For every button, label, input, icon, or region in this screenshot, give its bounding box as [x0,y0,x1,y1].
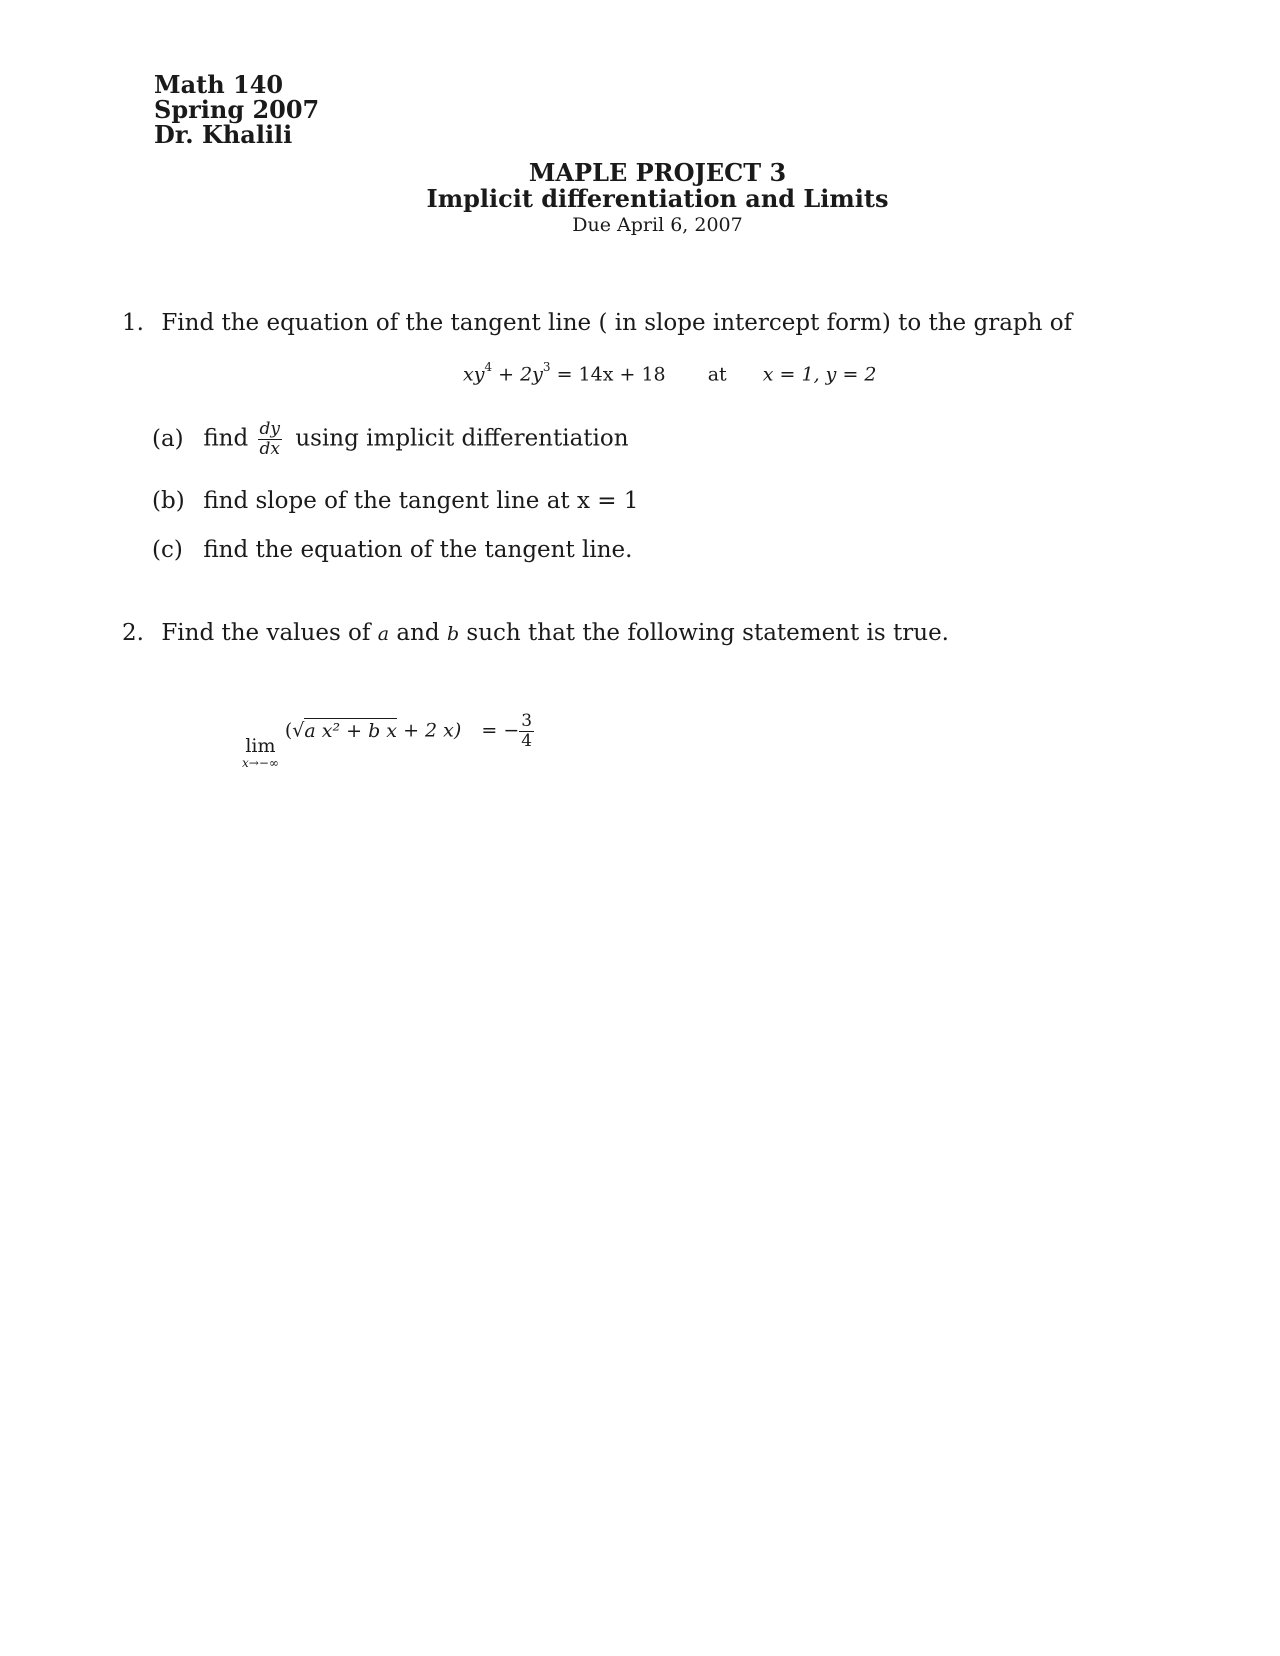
limit-open-paren: ( [284,719,293,742]
limit-rest: + 2 x) [397,719,462,742]
part-a-label: (a) [152,425,184,452]
equation-point: x = 1, y = 2 [762,363,877,386]
problem-1-equation [463,362,877,385]
part-a-pre: find [203,425,249,452]
project-subtitle: Implicit differentiation and Limits [426,184,889,213]
equation-term-2y: + 2y [492,363,543,386]
problem-2-and: and [396,620,440,646]
problem-2-post: such that the following statement is true. [466,620,949,646]
part-c-label: (c) [152,537,183,563]
problem-2 [122,620,949,646]
course-header [154,72,319,147]
problem-1 [122,310,1072,336]
problem-2-pre: Find the values of [161,620,371,646]
sqrt-icon: √ [292,719,305,742]
limit-result-numerator: 3 [521,711,533,731]
due-date: Due April 6, 2007 [572,214,743,236]
course-term: Spring 2007 [154,95,320,124]
limit-subscript: x→−∞ [242,755,279,770]
problem-1-part-b [152,488,638,514]
course-name: Math 140 [154,70,284,99]
fraction-denominator: dx [259,439,280,459]
equation-exponent-4: 4 [484,360,493,374]
dy-dx-fraction [258,420,283,459]
problem-2-number: 2. [122,620,144,646]
part-c-text: find the equation of the tangent line. [203,537,633,563]
equation-rhs: = 14x + 18 [550,363,666,386]
course-instructor: Dr. Khalili [154,120,293,149]
limit-result-fraction [519,712,534,751]
limit-radicand: a x² + b x [304,719,398,742]
limit-expression [242,712,540,770]
problem-1-part-a [152,420,629,459]
equation-exponent-3: 3 [542,360,551,374]
title-block [0,160,1280,238]
limit-operator [242,736,279,770]
problem-1-number: 1. [122,310,144,336]
variable-a: a [377,623,390,645]
project-title: MAPLE PROJECT 3 [528,158,787,187]
limit-negative: − [503,719,520,742]
limit-equals: = [481,719,498,742]
fraction-numerator: dy [259,419,281,439]
part-b-text: find slope of the tangent line at x = 1 [203,488,639,514]
limit-result-denominator: 4 [521,731,533,751]
limit-lim: lim [245,734,276,757]
variable-b: b [446,623,460,645]
part-b-label: (b) [152,488,185,514]
equation-at: at [707,363,727,386]
problem-1-text: Find the equation of the tangent line ( in slope intercept form) to the graph of [161,310,1073,336]
part-a-post: using implicit differentiation [295,425,629,452]
problem-1-part-c [152,537,632,563]
equation-term-xy: xy [463,363,485,386]
